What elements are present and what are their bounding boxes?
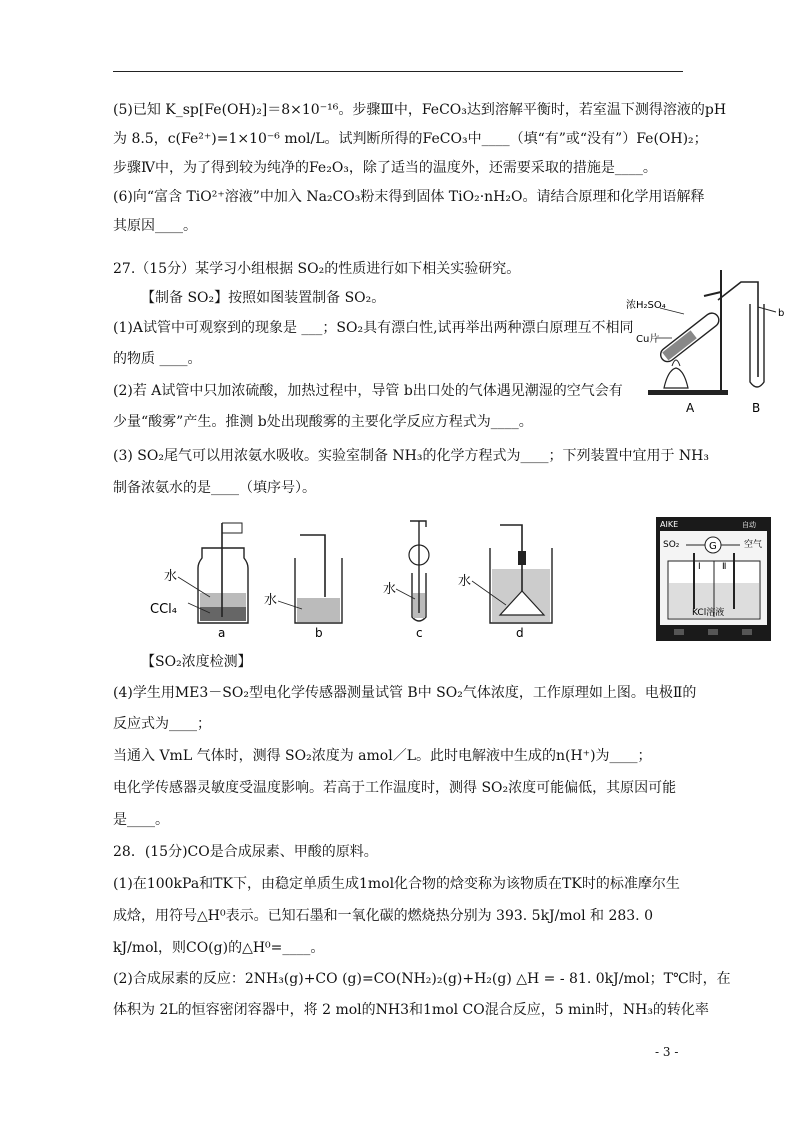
question-28-title: 28．(15分)CO是合成尿素、甲酸的原料。 xyxy=(113,844,378,860)
text-line: 的物质 ____。 xyxy=(113,351,202,367)
label-acid: 浓H₂SO₄ xyxy=(626,300,666,311)
section-heading: 【制备 SO₂】按照如图装置制备 SO₂。 xyxy=(141,290,386,306)
text-line: (4)学生用ME3－SO₂型电化学传感器测量试管 B中 SO₂气体浓度，工作原理如上图。电极Ⅱ的 xyxy=(113,685,697,701)
text-line: (5)已知 K_sp[Fe(OH)₂]＝8×10⁻¹⁶。步骤Ⅲ中，FeCO₃达到溶解平衡时，若室温下测得溶液的pH xyxy=(113,102,727,118)
label-b: b xyxy=(778,308,785,319)
section-heading: 【SO₂浓度检测】 xyxy=(141,654,252,670)
label-water-a: 水 xyxy=(164,569,178,584)
header-rule xyxy=(113,71,683,72)
sensor-g: G xyxy=(709,541,717,552)
sensor-figure xyxy=(656,517,771,641)
label-water-d: 水 xyxy=(458,574,472,589)
label-ccl4: CCl₄ xyxy=(150,602,177,617)
text-line: 电化学传感器灵敏度受温度影响。若高于工作温度时，测得 SO₂浓度可能偏低，其原因可能 xyxy=(113,780,677,796)
sensor-top-right: 自动 xyxy=(742,521,756,529)
text-line: 是____。 xyxy=(113,812,169,828)
text-line: (2)合成尿素的反应：2NH₃(g)+CO (g)=CO(NH₂)₂(g)+H₂(g) △H = - 81. 0kJ/mol；T℃时，在 xyxy=(113,971,731,987)
sensor-air: 空气 xyxy=(744,540,763,550)
text-line: 为 8.5，c(Fe²⁺)=1×10⁻⁶ mol/L。试判断所得的FeCO₃中____（填“有”或“没有”）Fe(OH)₂； xyxy=(113,131,708,147)
sensor-electrode-2: Ⅱ xyxy=(722,562,727,572)
label-b-device: b xyxy=(315,626,323,640)
sensor-so2: SO₂ xyxy=(663,540,680,550)
text-line: 当通入 VmL 气体时，测得 SO₂浓度为 amol／L。此时电解液中生成的n(H⁺)为____； xyxy=(113,748,652,764)
page-number: - 3 - xyxy=(655,1045,679,1059)
label-water-c: 水 xyxy=(383,582,397,597)
label-a: a xyxy=(218,626,226,640)
text-line: 体积为 2L的恒容密闭容器中，将 2 mol的NH3和1mol CO混合反应，5 min时，NH₃的转化率 xyxy=(113,1002,709,1018)
label-cu: Cu片 xyxy=(636,334,660,345)
question-27-title: 27.（15分）某学习小组根据 SO₂的性质进行如下相关实验研究。 xyxy=(113,261,521,277)
sensor-brand: AIKE xyxy=(660,520,679,529)
sensor-kcl: KCl溶液 xyxy=(692,608,725,618)
label-c: c xyxy=(416,626,423,640)
label-A: A xyxy=(686,401,695,415)
sensor-electrode-1: Ⅰ xyxy=(698,562,701,572)
text-line: 制备浓氨水的是____（填序号）。 xyxy=(113,480,316,496)
apparatus-figure-ab xyxy=(626,262,786,417)
text-line: (3) SO₂尾气可以用浓氨水吸收。实验室制备 NH₃的化学方程式为____；下列装置中宜用于 NH₃ xyxy=(113,448,710,464)
text-line: 成焓，用符号△H⁰表示。已知石墨和一氧化碳的燃烧热分别为 393. 5kJ/mol 和 283. 0 xyxy=(113,908,653,924)
label-d: d xyxy=(516,626,524,640)
text-line: kJ/mol，则CO(g)的△H⁰=____。 xyxy=(113,940,325,956)
text-line: 少量“酸雾”产生。推测 b处出现酸雾的主要化学反应方程式为____。 xyxy=(113,414,533,430)
label-B: B xyxy=(752,401,761,415)
label-water-b: 水 xyxy=(264,593,278,608)
text-line: 反应式为____； xyxy=(113,716,211,732)
text-line: 步骤Ⅳ中，为了得到较为纯净的Fe₂O₃，除了适当的温度外，还需要采取的措施是____。 xyxy=(113,160,657,176)
text-line: (1)A试管中可观察到的现象是 ___；SO₂具有漂白性,试再举出两种漂白原理互不相同 xyxy=(113,320,634,336)
text-line: 其原因____。 xyxy=(113,218,197,234)
text-line: (2)若 A试管中只加浓硫酸，加热过程中，导管 b出口处的气体遇见潮湿的空气会有 xyxy=(113,383,623,399)
text-line: (1)在100kPa和TK下，由稳定单质生成1mol化合物的焓变称为该物质在TK时的标准摩尔生 xyxy=(113,876,680,892)
text-line: (6)向“富含 TiO²⁺溶液”中加入 Na₂CO₃粉末得到固体 TiO₂·nH₂O。请结合原理和化学用语解释 xyxy=(113,189,705,205)
apparatus-figure-abcd xyxy=(150,513,570,641)
